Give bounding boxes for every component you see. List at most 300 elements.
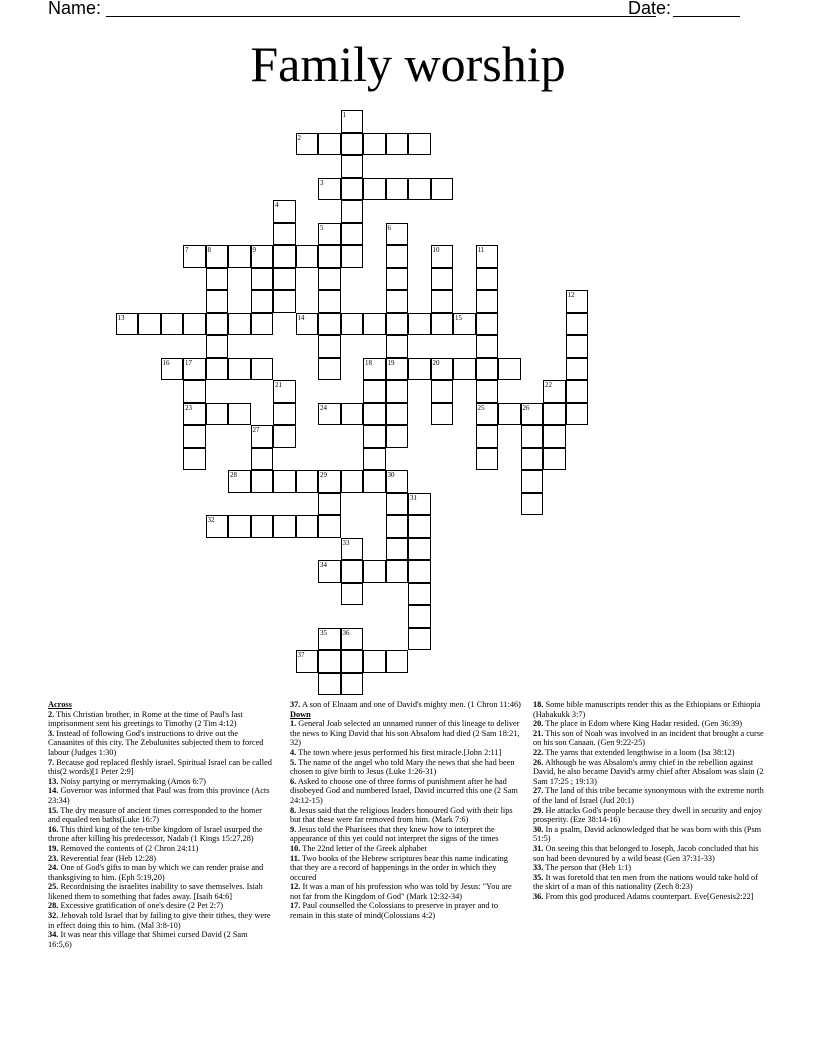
grid-cell[interactable] (386, 133, 409, 156)
grid-cell[interactable] (341, 560, 364, 583)
grid-cell[interactable] (386, 335, 409, 358)
clue-text: General Joab selected an unnamed runner of this lineage to deliver the news to King David that his son Absalom had died (2 Sam 18:21, 32) (290, 719, 520, 748)
down-clue (533, 863, 765, 873)
grid-cell[interactable] (273, 470, 296, 493)
grid-cell[interactable] (296, 313, 319, 336)
down-clue (290, 777, 522, 806)
grid-cell[interactable] (318, 673, 341, 696)
grid-cell[interactable] (476, 425, 499, 448)
clue-number: 35. (533, 872, 544, 882)
grid-cell[interactable] (341, 313, 364, 336)
clue-text: This son of Noah was involved in an incident that brought a curse on his son Canaan. (Gen 9:22-25) (533, 728, 764, 748)
grid-cell[interactable] (206, 313, 229, 336)
clue-number: 18. (533, 700, 544, 709)
grid-cell[interactable] (318, 268, 341, 291)
grid-cell[interactable] (543, 403, 566, 426)
grid-cell[interactable] (116, 313, 139, 336)
clue-number: 25 (477, 403, 485, 412)
down-clue (290, 854, 522, 883)
grid-cell[interactable] (318, 515, 341, 538)
grid-cell[interactable] (476, 380, 499, 403)
grid-cell[interactable] (206, 515, 229, 538)
grid-cell[interactable] (273, 515, 296, 538)
grid-cell[interactable] (386, 178, 409, 201)
grid-cell[interactable] (476, 358, 499, 381)
grid-cell[interactable] (386, 538, 409, 561)
grid-cell[interactable] (341, 538, 364, 561)
grid-cell[interactable] (206, 358, 229, 381)
grid-cell[interactable] (273, 268, 296, 291)
grid-cell[interactable] (386, 650, 409, 673)
clue-number: 28 (230, 471, 237, 479)
grid-cell[interactable] (183, 245, 206, 268)
grid-cell[interactable] (543, 380, 566, 403)
grid-cell[interactable] (363, 133, 386, 156)
grid-cell[interactable] (183, 313, 206, 336)
grid-cell[interactable] (431, 290, 454, 313)
grid-cell[interactable] (296, 133, 319, 156)
down-clue (290, 758, 522, 777)
grid-cell[interactable] (318, 628, 341, 651)
down-clue (290, 825, 522, 844)
grid-cell[interactable] (543, 425, 566, 448)
clue-number: 17. (290, 901, 301, 911)
grid-cell[interactable] (386, 560, 409, 583)
grid-cell[interactable] (273, 200, 296, 223)
grid-cell[interactable] (363, 650, 386, 673)
grid-cell[interactable] (183, 448, 206, 471)
down-clue (533, 844, 765, 863)
clue-text: Jehovah told Israel that by failing to give their tithes, they were in effect doing this to him. (Mal 3:8-10) (48, 911, 271, 930)
grid-cell[interactable] (318, 223, 341, 246)
grid-cell[interactable] (228, 403, 251, 426)
grid-cell[interactable] (228, 515, 251, 538)
grid-cell[interactable] (431, 178, 454, 201)
down-clue (290, 882, 522, 901)
clue-text: On seeing this that belonged to Joseph, Jacob concluded that his son had been devoured by a wild beast (Gen 37:31-33) (533, 843, 759, 863)
clue-number: 16. (48, 824, 59, 834)
down-clue (290, 806, 522, 825)
grid-cell[interactable] (476, 403, 499, 426)
grid-cell[interactable] (318, 403, 341, 426)
grid-cell[interactable] (206, 245, 229, 268)
clue-number: 6 (387, 223, 391, 232)
grid-cell[interactable] (296, 650, 319, 673)
across-clue (48, 758, 273, 777)
clue-number: 6. (290, 776, 297, 786)
grid-cell[interactable] (408, 313, 431, 336)
grid-cell[interactable] (566, 358, 589, 381)
down-clue (290, 748, 522, 758)
across-clue (48, 806, 273, 825)
grid-cell[interactable] (183, 380, 206, 403)
clue-number: 23 (185, 403, 192, 412)
clue-number: 17 (185, 358, 192, 367)
clue-number: 7. (48, 757, 55, 767)
clue-text: A son of Elnaam and one of David's mighty men. (1 Chron 11:46) (300, 700, 521, 709)
clue-text: Excessive gratification of one's desire (2 Pet 2:7) (58, 901, 223, 911)
clue-number: 26. (533, 757, 544, 767)
grid-cell[interactable] (273, 403, 296, 426)
clue-number: 11 (477, 246, 485, 254)
clue-number: 14. (48, 786, 59, 796)
clue-text: One of God's gifts to man by which we can render praise and thanksgiving to him. (Eph 5:19,20) (48, 863, 264, 882)
grid-cell[interactable] (318, 313, 341, 336)
grid-cell[interactable] (318, 245, 341, 268)
clue-number: 3. (48, 728, 55, 738)
clue-number: 16 (162, 358, 170, 367)
clue-text: It was near this village that Shimei cursed David (2 Sam 16:5,6) (48, 930, 248, 949)
down-heading: Down (290, 709, 311, 719)
name-label: Name: (48, 0, 102, 18)
clue-text: The 22nd letter of the Greek alphabet (300, 843, 427, 853)
grid-cell[interactable] (341, 178, 364, 201)
clue-number: 8 (207, 246, 211, 254)
grid-cell[interactable] (341, 470, 364, 493)
grid-cell[interactable] (408, 178, 431, 201)
clue-text: Noisy partying or merrymaking (Amos 6:7) (58, 776, 206, 786)
grid-cell[interactable] (431, 313, 454, 336)
grid-cell[interactable] (318, 650, 341, 673)
grid-cell[interactable] (476, 290, 499, 313)
clue-text: This Christian brother, in Rome at the time of Paul's last imprisonment sent his greetings to Timothy (2 Tim 4:12) (48, 709, 243, 729)
across-clue (48, 901, 273, 911)
grid-cell[interactable] (363, 448, 386, 471)
grid-cell[interactable] (386, 403, 409, 426)
grid-cell[interactable] (206, 403, 229, 426)
clue-number: 29. (533, 805, 544, 815)
grid-cell[interactable] (251, 448, 274, 471)
clue-text: From this god produced Adams counterpart. Eve[Genesis2:22] (543, 891, 754, 901)
grid-cell[interactable] (408, 515, 431, 538)
clue-number: 22 (545, 381, 552, 389)
grid-cell[interactable] (251, 358, 274, 381)
grid-cell[interactable] (363, 560, 386, 583)
clue-number: 20. (533, 719, 544, 729)
clue-number: 8. (290, 805, 297, 815)
clue-text: Recordnising the israelites inability to save themselves. Isiah likened them to something that fades away. [Isaih 64:6] (48, 882, 263, 901)
clue-text: Instead of following God's instructions to drive out the Canaanites of this city. The Zebulunites subjected them to forced labour (Judges 1:30) (48, 728, 264, 757)
across-clue (290, 700, 522, 710)
grid-cell[interactable] (251, 290, 274, 313)
grid-cell[interactable] (543, 448, 566, 471)
grid-cell[interactable] (566, 403, 589, 426)
clue-text: It was a man of his profession who was told by Jesus: "You are not far from the Kingdom of God" (Mark 12:32-34) (290, 882, 512, 901)
clue-number: 36 (342, 628, 350, 637)
across-clue (48, 786, 273, 805)
clue-text: The town where jesus performed his first miracle.[John 2:11] (296, 747, 502, 757)
page-title: Family worship (250, 36, 566, 92)
grid-cell[interactable] (183, 358, 206, 381)
grid-cell[interactable] (341, 110, 364, 133)
grid-cell[interactable] (521, 403, 544, 426)
clue-number: 2 (297, 133, 301, 142)
grid-cell[interactable] (183, 403, 206, 426)
down-clue (533, 825, 765, 844)
clue-text: Jesus said that the religious leaders honoured God with their lips but that these were far removed from him. (Mark 7:6) (290, 805, 513, 825)
clue-text: Because god replaced fleshly israel. Spiritual Israel can be called this(2 words)[1 Peter 2:9] (48, 757, 272, 777)
grid-cell[interactable] (318, 560, 341, 583)
grid-cell[interactable] (431, 268, 454, 291)
grid-cell[interactable] (206, 335, 229, 358)
grid-cell[interactable] (363, 313, 386, 336)
grid-cell[interactable] (476, 335, 499, 358)
clue-number: 28. (48, 901, 59, 911)
grid-cell[interactable] (408, 605, 431, 628)
clue-number: 37. (290, 700, 301, 709)
grid-cell[interactable] (318, 290, 341, 313)
clue-number: 32 (207, 516, 215, 524)
clue-text: In a psalm, David acknowledged that he was born with this (Psm 51:5) (533, 824, 762, 844)
grid-cell[interactable] (341, 403, 364, 426)
clues-column-1 (48, 700, 273, 949)
grid-cell[interactable] (273, 290, 296, 313)
grid-cell[interactable] (318, 335, 341, 358)
clue-number: 12. (290, 882, 301, 892)
down-clue (533, 719, 765, 729)
grid-cell[interactable] (228, 358, 251, 381)
grid-cell[interactable] (386, 268, 409, 291)
clue-text: It was foretold that ten men from the nations would take hold of the skirt of a man of this nationality (Zech 8:23) (533, 872, 758, 892)
grid-cell[interactable] (318, 178, 341, 201)
clue-number: 1 (342, 111, 346, 119)
grid-cell[interactable] (228, 245, 251, 268)
grid-cell[interactable] (386, 313, 409, 336)
grid-cell[interactable] (318, 493, 341, 516)
grid-cell[interactable] (341, 133, 364, 156)
grid-cell[interactable] (341, 628, 364, 651)
grid-cell[interactable] (386, 358, 409, 381)
grid-cell[interactable] (183, 425, 206, 448)
grid-cell[interactable] (363, 470, 386, 493)
grid-cell[interactable] (431, 358, 454, 381)
clue-number: 29 (320, 471, 327, 479)
grid-cell[interactable] (408, 538, 431, 561)
clue-text: Although he was Absalom's army chief in the rebellion against David, he also became David's army chief after Absalom was slain (2 Sam 17:25 ; 19:13) (533, 757, 764, 786)
grid-cell[interactable] (228, 313, 251, 336)
grid-cell[interactable] (386, 223, 409, 246)
clue-number: 15 (455, 313, 462, 322)
grid-cell[interactable] (566, 313, 589, 336)
grid-cell[interactable] (363, 403, 386, 426)
grid-cell[interactable] (386, 290, 409, 313)
clue-text: Removed the contents of (2 Chron 24:11) (58, 843, 199, 853)
across-clue (48, 777, 273, 787)
grid-cell[interactable] (341, 650, 364, 673)
grid-cell[interactable] (341, 223, 364, 246)
grid-cell[interactable] (296, 245, 319, 268)
clue-number: 34 (320, 561, 327, 569)
grid-cell[interactable] (408, 583, 431, 606)
grid-cell[interactable] (498, 403, 521, 426)
grid-cell[interactable] (251, 425, 274, 448)
clue-text: Two books of the Hebrew scriptures bear this name indicating that they are a record of happenings in the order in which they occured (290, 853, 508, 882)
grid-cell[interactable] (476, 313, 499, 336)
across-clue (48, 729, 273, 758)
clue-number: 25. (48, 882, 59, 892)
grid-cell[interactable] (161, 313, 184, 336)
grid-cell[interactable] (363, 425, 386, 448)
clue-number: 14 (297, 313, 305, 322)
clue-text: The dry measure of ancient times corresponded to the homer and equaled ten baths(Luke 16:7) (48, 805, 262, 825)
clue-text: The name of the angel who told Mary the news that she had been chosen to give birth to Jesus (Luke 1:26-31) (290, 757, 515, 777)
grid-cell[interactable] (251, 313, 274, 336)
down-clue (533, 786, 765, 805)
grid-cell[interactable] (386, 493, 409, 516)
grid-cell[interactable] (566, 335, 589, 358)
clue-number: 23. (48, 853, 59, 863)
grid-cell[interactable] (566, 380, 589, 403)
grid-cell[interactable] (386, 515, 409, 538)
clue-number: 9 (252, 246, 256, 254)
grid-cell[interactable] (341, 673, 364, 696)
grid-cell[interactable] (408, 358, 431, 381)
across-clue (48, 854, 273, 864)
date-label: Date: (628, 0, 672, 18)
across-heading: Across (48, 700, 72, 709)
clue-number: 31 (410, 493, 417, 502)
clue-text: The person that (Heb 1:1) (543, 863, 632, 873)
down-clue (290, 719, 522, 748)
clues-column-2 (290, 700, 522, 921)
grid-cell[interactable] (206, 268, 229, 291)
grid-cell[interactable] (341, 155, 364, 178)
clue-number: 10 (432, 246, 440, 254)
clues-column-3 (533, 700, 765, 901)
clue-number: 32. (48, 911, 59, 921)
clue-number: 12 (567, 291, 575, 299)
grid-cell[interactable] (341, 583, 364, 606)
grid-cell[interactable] (363, 380, 386, 403)
clue-text: This third king of the ten-tribe kingdom of Israel usurped the throne after killing his predecessor, Nadab (1 Kings 15:27,28) (48, 824, 263, 844)
clue-number: 26 (522, 403, 530, 412)
grid-cell[interactable] (476, 268, 499, 291)
grid-cell[interactable] (386, 380, 409, 403)
grid-cell[interactable] (386, 425, 409, 448)
grid-cell[interactable] (273, 425, 296, 448)
grid-cell[interactable] (251, 268, 274, 291)
grid-cell[interactable] (408, 133, 431, 156)
grid-cell[interactable] (408, 628, 431, 651)
clue-number: 19. (48, 843, 59, 853)
down-clue (533, 729, 765, 748)
down-clue (290, 844, 522, 854)
clue-number: 27 (252, 426, 260, 434)
clue-number: 15. (48, 805, 59, 815)
grid-cell[interactable] (408, 493, 431, 516)
down-clue (290, 901, 522, 920)
grid-cell[interactable] (296, 515, 319, 538)
grid-cell[interactable] (318, 133, 341, 156)
clue-text: The land of this tribe became synonymous with the extreme north of the land of Israel (Jud 20:1) (533, 786, 764, 805)
clue-number: 2. (48, 709, 55, 719)
grid-cell[interactable] (566, 290, 589, 313)
across-clue (48, 863, 273, 882)
grid-cell[interactable] (318, 470, 341, 493)
grid-cell[interactable] (431, 245, 454, 268)
down-clue (533, 873, 765, 892)
grid-cell[interactable] (251, 470, 274, 493)
grid-cell[interactable] (296, 470, 319, 493)
clue-number: 21 (275, 381, 282, 389)
clue-text: Reverential fear (Heb 12:28) (58, 853, 157, 863)
grid-cell[interactable] (521, 493, 544, 516)
grid-cell[interactable] (273, 245, 296, 268)
down-clue (533, 806, 765, 825)
clue-number: 1. (290, 719, 297, 729)
down-clue (533, 758, 765, 787)
grid-cell[interactable] (363, 178, 386, 201)
grid-cell[interactable] (476, 448, 499, 471)
clue-number: 19 (387, 358, 395, 367)
grid-cell[interactable] (386, 245, 409, 268)
grid-cell[interactable] (251, 515, 274, 538)
clue-text: The yarns that extended lengthwise in a loom (Isa 38:12) (543, 747, 735, 757)
clue-number: 24 (320, 403, 327, 412)
grid-cell[interactable] (318, 358, 341, 381)
clue-number: 3 (320, 178, 324, 187)
grid-cell[interactable] (408, 560, 431, 583)
grid-cell[interactable] (273, 223, 296, 246)
grid-cell[interactable] (341, 245, 364, 268)
clue-text: The place in Edom where King Hadar resided. (Gen 36:39) (543, 719, 743, 729)
clue-number: 24. (48, 863, 59, 873)
clue-number: 18 (365, 358, 372, 367)
grid-cell[interactable] (273, 380, 296, 403)
across-clue (48, 911, 273, 930)
grid-cell[interactable] (228, 470, 251, 493)
grid-cell[interactable] (341, 200, 364, 223)
grid-cell[interactable] (453, 358, 476, 381)
grid-cell[interactable] (521, 470, 544, 493)
across-clue (48, 825, 273, 844)
grid-cell[interactable] (363, 358, 386, 381)
across-clue (48, 882, 273, 901)
clue-text: Asked to choose one of three forms of punishment after he had disobeyed God and numbered Israel, David incurred this one (2 Sam 24:12-15) (290, 776, 518, 805)
clue-number: 13. (48, 776, 59, 786)
clue-number: 13 (117, 313, 125, 322)
grid-cell[interactable] (431, 380, 454, 403)
clue-number: 4 (275, 201, 279, 209)
clue-number: 4. (290, 747, 297, 757)
grid-cell[interactable] (386, 470, 409, 493)
grid-cell[interactable] (476, 245, 499, 268)
clue-text: Paul counselled the Colossians to preserve in prayer and to remain in this state of mind(Colossians 4:2) (290, 901, 499, 921)
clue-text: Governor was informed that Paul was from this province (Acts 23:34) (48, 786, 270, 805)
grid-cell[interactable] (138, 313, 161, 336)
clue-number: 11. (290, 853, 300, 863)
grid-cell[interactable] (251, 245, 274, 268)
grid-cell[interactable] (453, 313, 476, 336)
grid-cell[interactable] (521, 448, 544, 471)
down-clue (533, 892, 765, 902)
clue-number: 37 (297, 651, 305, 659)
clue-text: He attacks God's people because they dwell in security and enjoy prosperity. (Eze 38:14-16) (533, 805, 763, 825)
clue-text: Some bible manuscripts render this as the Ethiopians or Ethiopia (Habakukk 3:7) (533, 700, 761, 719)
clue-number: 36. (533, 891, 544, 901)
clue-number: 33. (533, 863, 544, 873)
grid-cell[interactable] (161, 358, 184, 381)
grid-cell[interactable] (498, 358, 521, 381)
clue-number: 22. (533, 747, 544, 757)
clue-number: 9. (290, 824, 297, 834)
grid-cell[interactable] (521, 425, 544, 448)
down-clue (533, 748, 765, 758)
clue-number: 27. (533, 786, 544, 796)
clue-number: 20 (432, 358, 440, 367)
grid-cell[interactable] (206, 290, 229, 313)
grid-cell[interactable] (431, 403, 454, 426)
